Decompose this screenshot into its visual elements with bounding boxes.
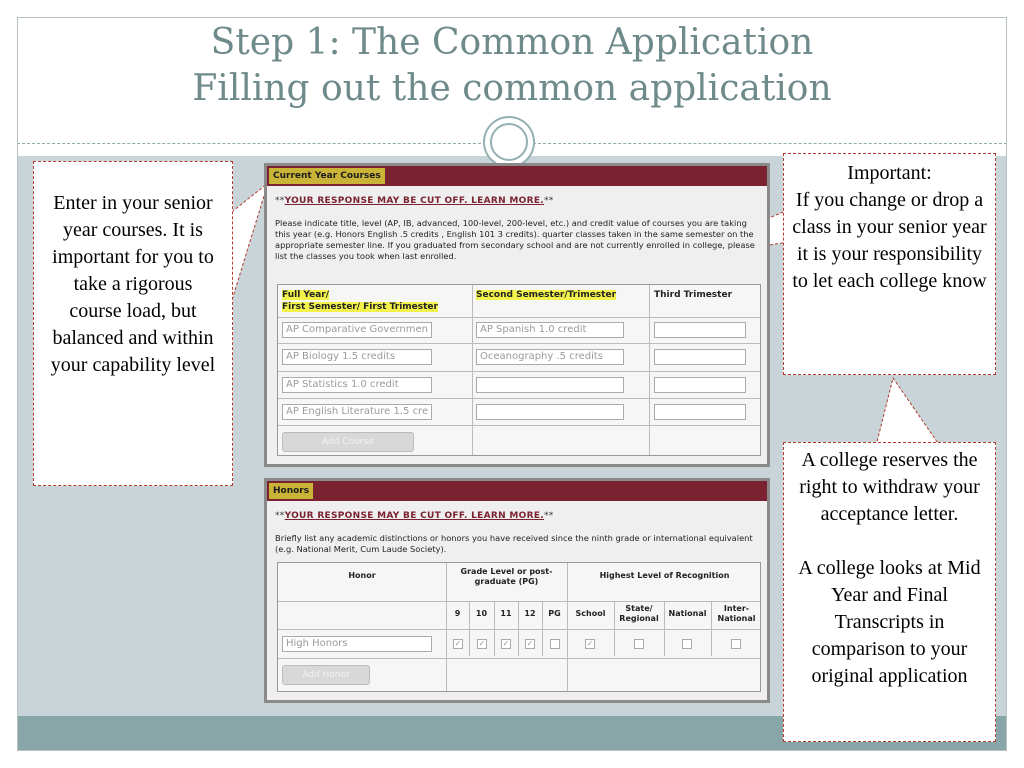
grade-11-checkbox[interactable]: ✓ xyxy=(502,639,510,648)
honors-panel-title: Honors xyxy=(269,483,313,499)
important-text: If you change or drop a class in your senior year it is your responsibility to let each college know xyxy=(792,189,987,292)
honors-panel xyxy=(264,478,770,703)
slide-title-line-1: Step 1: The Common Application xyxy=(210,22,814,63)
course-input[interactable] xyxy=(654,377,746,393)
learn-more-link[interactable]: YOUR RESPONSE MAY BE CUT OFF. LEARN MORE. xyxy=(284,511,544,521)
national-label: National xyxy=(717,614,756,623)
course-input[interactable] xyxy=(476,404,624,420)
right-bottom-callout xyxy=(783,442,996,742)
school-checkbox[interactable]: ✓ xyxy=(586,639,594,648)
courses-panel-header xyxy=(267,166,767,186)
honor-input[interactable]: High Honors xyxy=(282,636,432,652)
cutoff-suffix: ** xyxy=(544,196,554,206)
grade-12-header: 12 xyxy=(524,609,536,618)
transcripts-text: A college looks at Mid Year and Final Transcripts in comparison to your original application xyxy=(798,557,981,687)
courses-cutoff-notice xyxy=(275,196,554,206)
courses-panel-title: Current Year Courses xyxy=(269,168,385,184)
current-year-courses-panel xyxy=(264,163,770,467)
grade-10-header: 10 xyxy=(475,609,488,618)
cutoff-prefix: ** xyxy=(275,511,285,521)
honors-table xyxy=(277,562,761,692)
full-year-label: Full Year/ xyxy=(282,290,330,300)
course-input[interactable]: Oceanography .5 credits xyxy=(476,349,624,365)
grade-pg-header: PG xyxy=(548,609,561,618)
left-callout-text: Enter in your senior year courses. It is important for you to take a rigorous course load, but balanced and within your capability level xyxy=(50,192,216,376)
column-header-third-trimester: Third Trimester xyxy=(654,290,733,300)
grade-level-line-2: graduate (PG) xyxy=(474,577,539,586)
national-checkbox[interactable] xyxy=(682,639,692,649)
learn-more-link[interactable]: YOUR RESPONSE MAY BE CUT OFF. LEARN MORE. xyxy=(284,196,544,206)
right-bottom-callout-pointer xyxy=(876,378,940,446)
state-label: State/ xyxy=(625,604,653,613)
grade-level-header xyxy=(446,567,567,587)
grade-11-header: 11 xyxy=(500,609,512,618)
course-input[interactable]: AP Biology 1.5 credits xyxy=(282,349,432,365)
column-header-full-year xyxy=(282,289,438,313)
school-header: School xyxy=(575,609,606,618)
course-input[interactable] xyxy=(654,322,746,338)
grade-level-line-1: Grade Level or post- xyxy=(460,567,553,576)
course-input[interactable]: AP Spanish 1.0 credit xyxy=(476,322,624,338)
course-input[interactable] xyxy=(476,377,624,393)
grade-9-header: 9 xyxy=(454,609,461,618)
recognition-header: Highest Level of Recognition xyxy=(599,571,730,580)
course-input[interactable]: AP English Literature 1.5 cre xyxy=(282,404,432,420)
left-callout xyxy=(33,161,233,486)
cutoff-suffix: ** xyxy=(544,511,554,521)
course-input[interactable] xyxy=(654,404,746,420)
column-header-second-semester xyxy=(476,289,616,301)
honors-instructions: Briefly list any academic distinctions or honors you have received since the ninth grade or international equivalent (e.g. National Merit, Cum Laude Society). xyxy=(275,533,753,554)
courses-table xyxy=(277,284,761,456)
first-semester-label: First Semester/ First Trimester xyxy=(282,302,438,312)
withdraw-text: A college reserves the right to withdraw your acceptance letter. xyxy=(799,449,980,525)
national-header: National xyxy=(668,609,707,618)
course-input[interactable] xyxy=(654,349,746,365)
second-semester-label: Second Semester/Trimester xyxy=(476,290,617,300)
course-input[interactable]: AP Statistics 1.0 credit xyxy=(282,377,432,393)
grade-9-checkbox[interactable]: ✓ xyxy=(454,639,462,648)
honor-column-header: Honor xyxy=(348,571,376,580)
inter-label: Inter- xyxy=(723,604,750,613)
cutoff-prefix: ** xyxy=(275,196,285,206)
honors-panel-header xyxy=(267,481,767,501)
courses-instructions: Please indicate title, level (AP, IB, advanced, 100-level, 200-level, etc.) and credit value of courses you are taking this year (e.g. Honors English .5 credits , English 101 3 credits). quarter classes taken in the same semester on the appropriate semester line. If you graduated from secondary school and are not currently enrolled in college, please list the classes you took when last enrolled. xyxy=(275,218,755,261)
left-callout-pointer xyxy=(228,183,268,300)
grade-pg-checkbox[interactable] xyxy=(550,639,560,649)
course-input[interactable]: AP Comparative Governmen xyxy=(282,322,432,338)
important-heading: Important: xyxy=(847,162,932,184)
right-top-callout xyxy=(783,153,996,375)
add-honor-button[interactable]: Add Honor xyxy=(282,665,370,685)
grade-10-checkbox[interactable]: ✓ xyxy=(478,639,486,648)
add-course-button[interactable]: Add Course xyxy=(282,432,414,452)
international-checkbox[interactable] xyxy=(731,639,741,649)
state-regional-header xyxy=(614,604,664,624)
grade-12-checkbox[interactable]: ✓ xyxy=(526,639,534,648)
slide-title-line-2: Filling out the common application xyxy=(192,68,832,109)
international-header xyxy=(711,604,762,624)
regional-label: Regional xyxy=(619,614,659,623)
state-regional-checkbox[interactable] xyxy=(634,639,644,649)
honors-cutoff-notice xyxy=(275,511,554,521)
